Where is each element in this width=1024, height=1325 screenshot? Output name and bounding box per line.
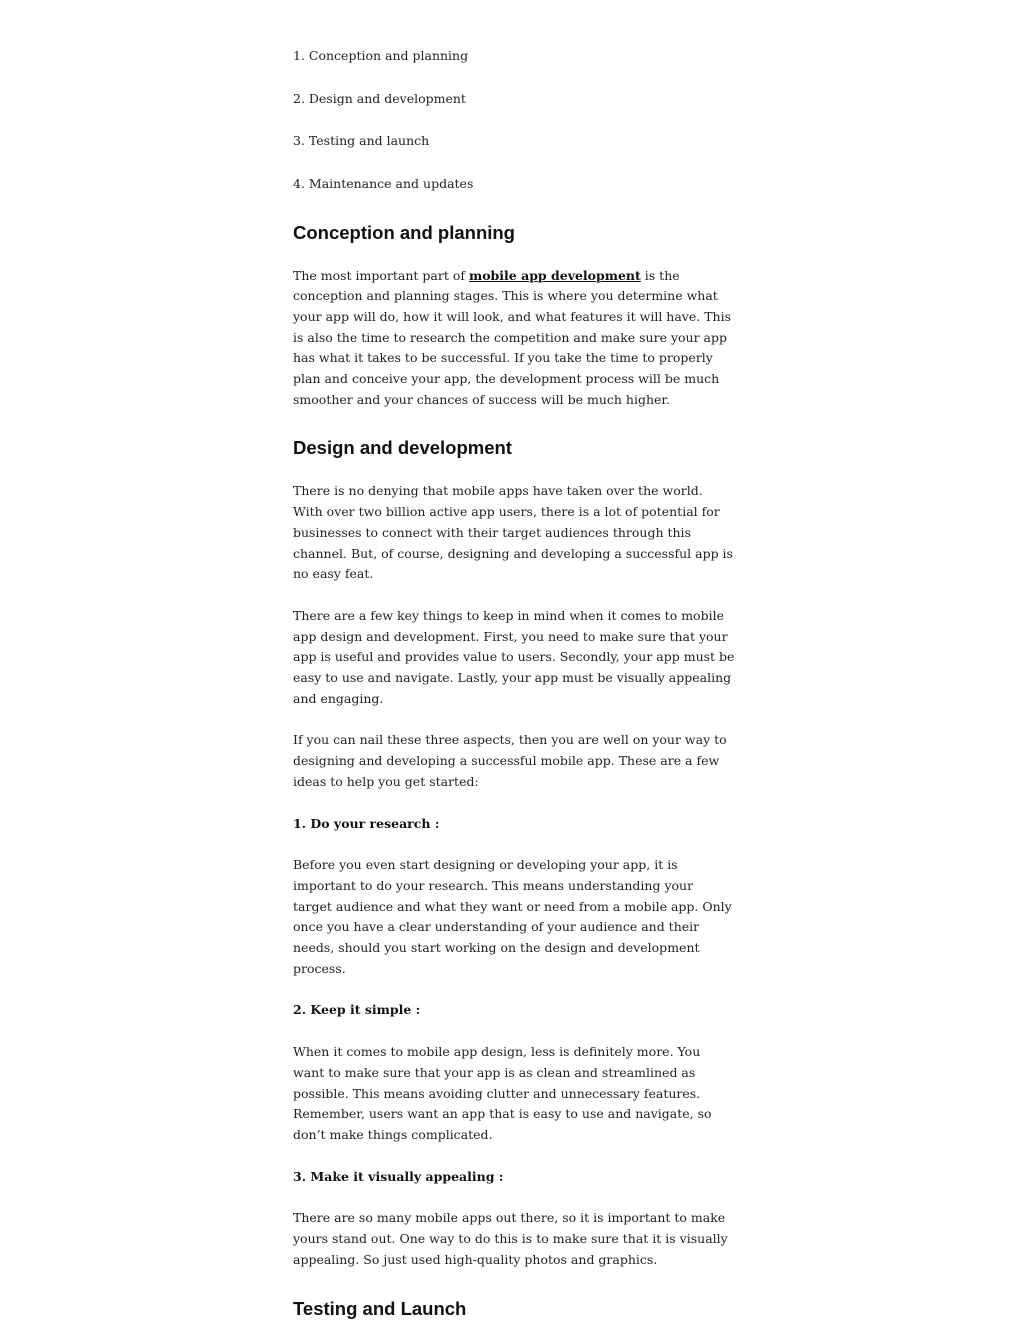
tip-1-body: Before you even start designing or developing your app, it is important to do your research. This means understanding your target audience and what they want or need from a mobile app. Only once you have a clear understanding of your audience and their needs, should you start working on the design and development process.	[293, 857, 732, 976]
tip-2-title: 2. Keep it simple :	[293, 1002, 421, 1018]
mobile-app-development-link[interactable]: mobile app development	[468, 267, 641, 283]
toc-item-testing[interactable]: 3. Testing and launch	[293, 133, 430, 148]
section-heading-conception: Conception and planning	[293, 221, 515, 243]
toc-item-design[interactable]: 2. Design and development	[293, 90, 466, 106]
toc-item-maintenance[interactable]: 4. Maintenance and updates	[293, 175, 474, 191]
design-paragraph-2: There are a few key things to keep in mind when it comes to mobile app design and development. First, you need to make sure that your app is useful and provides value to users. Secondly, your app must be easy to use and navigate. Lastly, your app must be visually appealing and engaging.	[293, 607, 735, 706]
design-paragraph-3: If you can nail these three aspects, then you are well on your way to designing and developing a successful mobile app. These are a few ideas to help you get started:	[293, 732, 727, 789]
tip-3-body: There are so many mobile apps out there, so it is important to make yours stand out. One way to do this is to make sure that it is visually appealing. So just used high-quality photos and graphics.	[293, 1210, 728, 1267]
conception-paragraph	[293, 266, 735, 411]
section-heading-design: Design and development	[293, 437, 512, 459]
tip-3-title: 3. Make it visually appealing :	[293, 1168, 504, 1184]
section-heading-testing: Testing and Launch	[293, 1297, 467, 1319]
toc-item-conception[interactable]: 1. Conception and planning	[293, 48, 469, 63]
tip-2-body: When it comes to mobile app design, less is definitely more. You want to make sure that your app is as clean and streamlined as possible. This means avoiding clutter and unnecessary features. Remember, users want an app that is easy to use and navigate, so don’t make things complicated.	[293, 1044, 712, 1142]
conception-text-before-link: The most important part of	[293, 267, 469, 283]
article-body	[293, 46, 735, 1321]
table-of-contents	[293, 46, 735, 194]
conception-text-after-link: is the conception and planning stages. This is where you determine what your app will do, how it will look, and what features it will have. This is also the time to research the competition and make sure your app has what it takes to be successful. If you take the time to properly plan and conceive your app, the development process will be much smoother and your chances of success will be much higher.	[293, 267, 731, 407]
tip-1-title: 1. Do your research :	[293, 815, 440, 831]
design-paragraph-1: There is no denying that mobile apps have taken over the world. With over two billion active app users, there is a lot of potential for businesses to connect with their target audiences through this channel. But, of course, designing and developing a successful app is no easy feat.	[293, 483, 733, 582]
